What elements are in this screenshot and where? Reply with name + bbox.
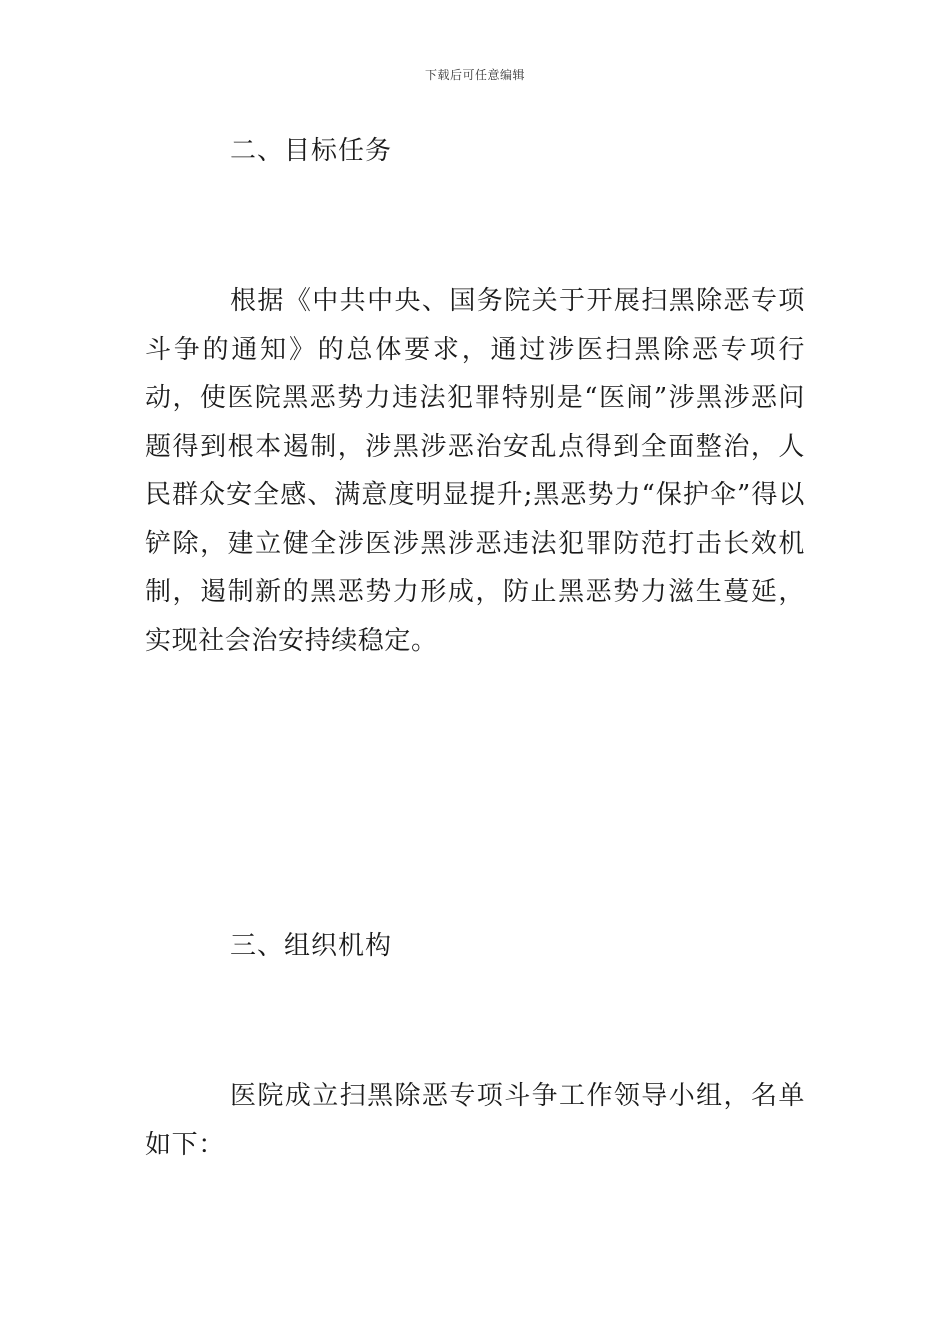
section-heading-organization: 三、组织机构 — [230, 931, 393, 961]
section-heading-goals: 二、目标任务 — [230, 136, 393, 166]
section-paragraph-organization: 医院成立扫黑除恶专项斗争工作领导小组，名单如下： — [145, 1081, 805, 1160]
section-paragraph-goals: 根据《中共中央、国务院关于开展扫黑除恶专项斗争的通知》的总体要求，通过涉医扫黑除恶专项行动，使医院黑恶势力违法犯罪特别是“医闹”涉黑涉恶问题得到根本遏制，涉黑涉恶治安乱点得到全面整治，人民群众安全感、满意度明显提升;黑恶势力“保护伞”得以铲除，建立健全涉医涉黑涉恶违法犯罪防范打击长效机制，遏制新的黑恶势力形成，防止黑恶势力滋生蔓延，实现社会治安持续稳定。 — [145, 286, 805, 656]
header-note: 下载后可任意编辑 — [424, 68, 525, 82]
